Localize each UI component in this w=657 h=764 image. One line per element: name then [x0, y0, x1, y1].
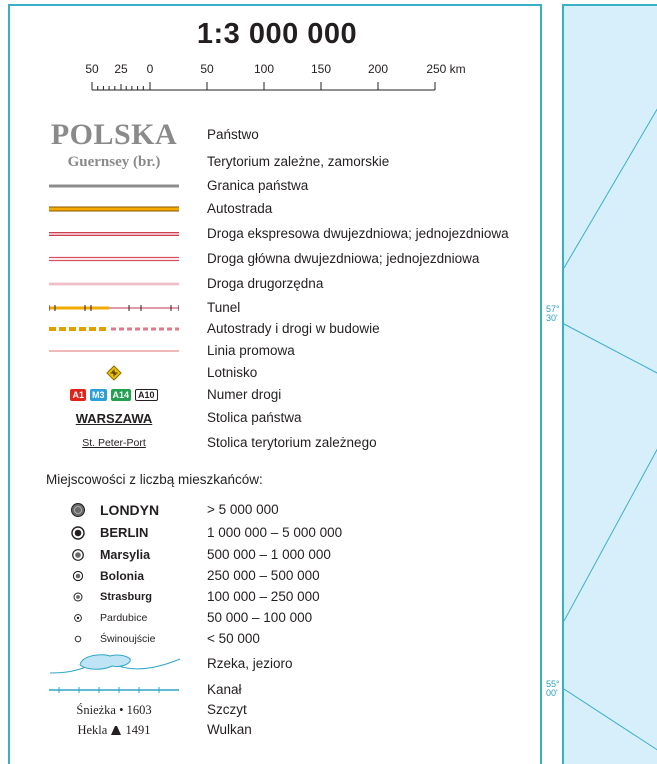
legend-label: Kanał [207, 682, 242, 697]
legend-row-tunnel [10, 298, 544, 318]
latitude-degrees: 55° [546, 679, 560, 689]
legend-label: Państwo [207, 127, 259, 142]
legend-row-motorway [10, 199, 544, 219]
legend-label: Droga główna dwujezdniowa; jednojezdniowa [207, 251, 480, 266]
volcano-icon [110, 725, 122, 735]
city-sample: Marsylia [100, 548, 151, 562]
cities-heading: Miejscowości z liczbą mieszkańców: [46, 472, 263, 487]
canal-symbol [49, 680, 179, 700]
legend-label: Stolica terytorium zależnego [207, 435, 377, 450]
legend-row-secondary-road [10, 274, 544, 294]
road-number-badge: A1 [72, 390, 84, 400]
legend-label: Droga ekspresowa dwujezdniowa; jednojezdniowa [207, 226, 509, 241]
city-symbol-icon [70, 568, 86, 584]
latitude-degrees: 57° [546, 304, 560, 314]
latitude-label [546, 305, 560, 323]
legend-panel [8, 4, 542, 764]
dependency-capital-sample: St. Peter-Port [82, 437, 146, 449]
scale-tick-label: 150 [310, 62, 332, 76]
city-row [10, 608, 544, 628]
city-row [10, 545, 544, 565]
city-sample: Pardubice [100, 612, 148, 624]
city-row [10, 566, 544, 586]
city-sample: Bolonia [100, 569, 144, 583]
peak-name: Śnieżka [76, 702, 116, 717]
volcano-name: Hekla [77, 722, 108, 737]
legend-row-border [10, 176, 544, 196]
capital-sample: WARSZAWA [75, 410, 153, 426]
scale-tick-label: 200 [367, 62, 389, 76]
city-symbol-icon [70, 525, 86, 541]
city-range: 500 000 – 1 000 000 [207, 547, 331, 562]
construction-symbol [49, 319, 179, 339]
legend-row-ferry [10, 341, 544, 361]
city-symbol-icon [70, 631, 86, 647]
legend-label: Droga drugorzędna [207, 276, 324, 291]
scale-tick-label: 50 [200, 62, 214, 76]
legend-label: Lotnisko [207, 365, 258, 380]
legend-label: Tunel [207, 300, 241, 315]
legend-label: Terytorium zależne, zamorskie [207, 154, 390, 169]
legend-row-road-number [10, 385, 544, 405]
legend-label: Linia promowa [207, 343, 295, 358]
latitude-minutes: 00' [546, 688, 558, 698]
legend-label: Autostrada [207, 201, 273, 216]
city-range: 50 000 – 100 000 [207, 610, 313, 625]
legend-label: Stolica państwa [207, 410, 302, 425]
legend-row-river [10, 651, 544, 679]
legend-row-under-construction [10, 319, 544, 339]
volcano-height: 1491 [125, 722, 151, 737]
river-lake-symbol [46, 651, 182, 679]
city-range: 100 000 – 250 000 [207, 589, 320, 604]
legend-row-canal [10, 680, 544, 700]
legend-row-capital [10, 408, 544, 428]
legend-label: Numer drogi [207, 387, 282, 402]
dependent-sample: Guernsey (br.) [67, 153, 161, 170]
legend-label: Rzeka, jezioro [207, 656, 293, 671]
scale-tick-label: 25 [114, 62, 128, 76]
city-sample: Strasburg [100, 591, 152, 603]
motorway-symbol [49, 199, 179, 219]
city-symbol-icon [70, 610, 86, 626]
tunnel-symbol [49, 298, 179, 318]
legend-row-dependent [10, 152, 544, 172]
scale-ruler [80, 62, 480, 102]
legend-label: Granica państwa [207, 178, 309, 193]
city-symbol-icon [70, 589, 86, 605]
road-number-badge: M3 [91, 390, 105, 400]
graticule-lines [564, 6, 657, 764]
peak-sample [76, 703, 151, 718]
city-sample: BERLIN [100, 525, 149, 540]
scale-ratio: 1:3 000 000 [196, 18, 358, 50]
city-range: 1 000 000 – 5 000 000 [207, 525, 343, 540]
city-symbol-icon [70, 502, 86, 518]
scale-bar [80, 62, 480, 102]
legend-label: Autostrady i drogi w budowie [207, 321, 380, 336]
city-range: > 5 000 000 [207, 502, 279, 517]
city-row [10, 629, 544, 649]
legend-label: Wulkan [207, 722, 252, 737]
city-sample: Świnoujście [100, 633, 156, 645]
city-row [10, 587, 544, 607]
legend-row-main-road [10, 249, 544, 269]
state-sample: POLSKA [50, 118, 178, 151]
city-row [10, 523, 544, 543]
main-road-symbol [49, 249, 179, 269]
city-row [10, 500, 544, 520]
road-number-badge: A10 [135, 389, 158, 401]
latitude-label [546, 680, 560, 698]
airport-icon [106, 365, 122, 381]
city-symbol-icon [70, 547, 86, 563]
border-line-symbol [49, 176, 179, 196]
map-panel [562, 4, 657, 764]
peak-dot-icon: • [119, 702, 124, 717]
legend-row-airport [10, 363, 544, 383]
legend-row-dependency-capital [10, 433, 544, 453]
ferry-line-symbol [49, 341, 179, 361]
secondary-road-symbol [49, 274, 179, 294]
latitude-minutes: 30' [546, 313, 558, 323]
scale-tick-label: 100 [253, 62, 275, 76]
peak-height: 1603 [126, 702, 152, 717]
scale-tick-label: 50 [85, 62, 99, 76]
scale-tick-label: 250 km [426, 62, 466, 76]
city-sample: LONDYN [100, 502, 160, 518]
expressway-symbol [49, 224, 179, 244]
city-range: < 50 000 [207, 631, 260, 646]
road-number-badge: A14 [112, 390, 130, 400]
scale-tick-label: 0 [146, 62, 154, 76]
legend-row-peak [10, 700, 544, 720]
legend-row-expressway [10, 224, 544, 244]
volcano-sample [77, 723, 150, 738]
legend-row-volcano [10, 720, 544, 740]
city-range: 250 000 – 500 000 [207, 568, 320, 583]
legend-label: Szczyt [207, 702, 247, 717]
legend-row-state [10, 120, 544, 150]
